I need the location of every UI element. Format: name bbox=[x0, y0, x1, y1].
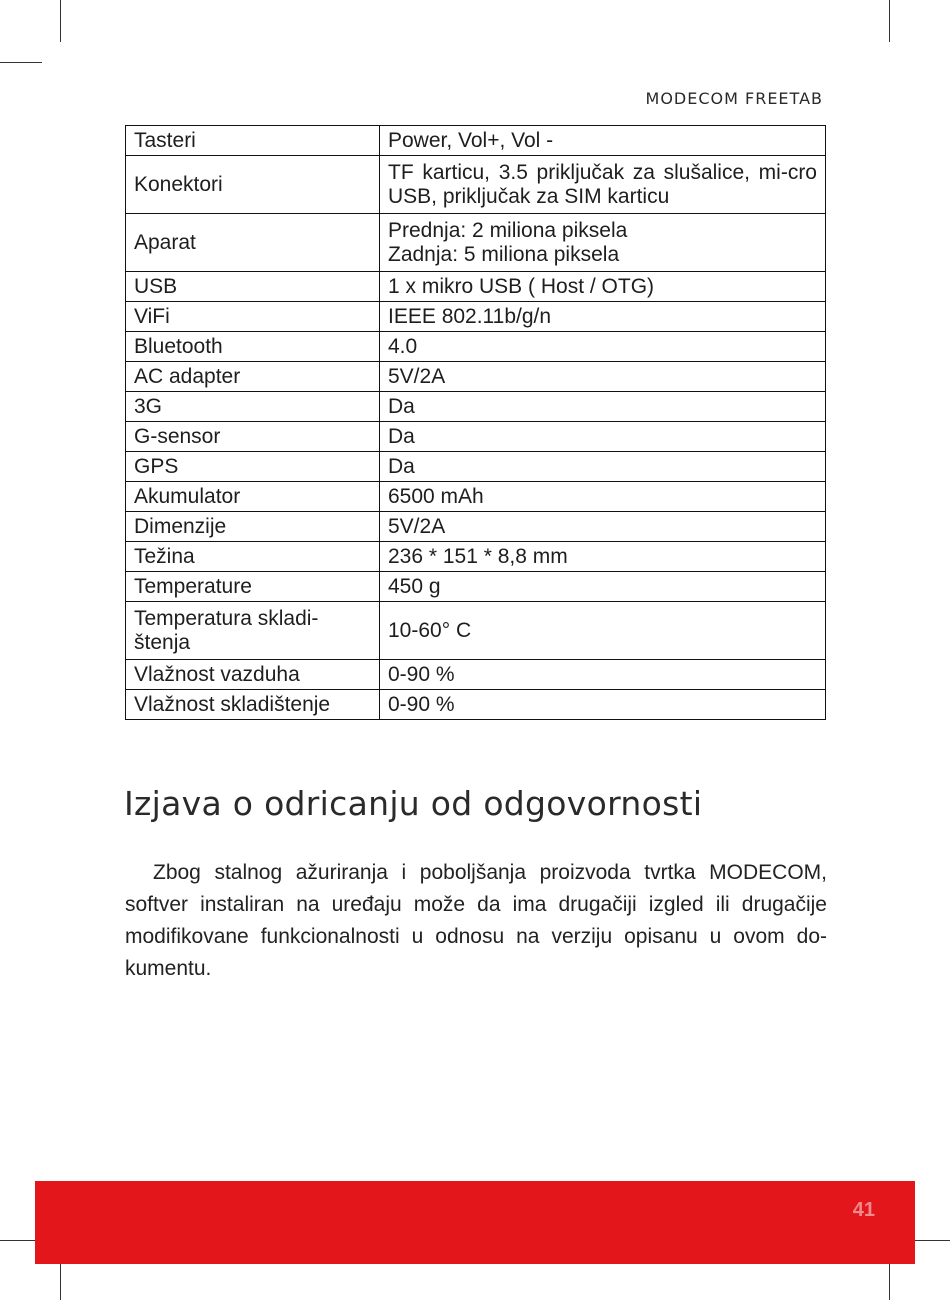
spec-table bbox=[125, 125, 826, 720]
spec-value: 5V/2A bbox=[380, 362, 826, 392]
spec-label: 3G bbox=[126, 392, 380, 422]
table-row bbox=[126, 126, 826, 156]
table-row bbox=[126, 362, 826, 392]
table-row bbox=[126, 602, 826, 660]
spec-value: Da bbox=[380, 392, 826, 422]
spec-label: Dimenzije bbox=[126, 512, 380, 542]
spec-value: 0-90 % bbox=[380, 690, 826, 720]
spec-value: 6500 mAh bbox=[380, 482, 826, 512]
section-title: Izjava o odricanju od odgovornosti bbox=[124, 784, 703, 823]
spec-value: Power, Vol+, Vol - bbox=[380, 126, 826, 156]
footer-band bbox=[35, 1181, 915, 1264]
spec-value: IEEE 802.11b/g/n bbox=[380, 302, 826, 332]
disclaimer-paragraph: Zbog stalnog ažuriranja i poboljšanja proizvoda tvrtka MODECOM, softver instaliran na uređaju može da ima drugačiji izgled ili drugačije modifikovane funkcionalnosti u odnosu na verziju opisanu u ovom do-kumentu. bbox=[125, 861, 827, 980]
spec-label: USB bbox=[126, 272, 380, 302]
crop-mark bbox=[0, 62, 42, 63]
spec-label: Vlažnost skladištenje bbox=[126, 690, 380, 720]
spec-value: Da bbox=[380, 422, 826, 452]
spec-value: 1 x mikro USB ( Host / OTG) bbox=[380, 272, 826, 302]
spec-label: Tasteri bbox=[126, 126, 380, 156]
spec-label: Težina bbox=[126, 542, 380, 572]
spec-label: Temperatura skladi-štenja bbox=[126, 602, 380, 660]
spec-label: G-sensor bbox=[126, 422, 380, 452]
table-row bbox=[126, 512, 826, 542]
header-brand: MODECOM FREETAB bbox=[645, 89, 823, 108]
table-row bbox=[126, 156, 826, 214]
table-row bbox=[126, 690, 826, 720]
spec-label: Bluetooth bbox=[126, 332, 380, 362]
spec-value: 5V/2A bbox=[380, 512, 826, 542]
table-row bbox=[126, 422, 826, 452]
table-row bbox=[126, 214, 826, 272]
spec-label: Aparat bbox=[126, 214, 380, 272]
crop-mark bbox=[889, 0, 890, 42]
spec-label: Temperature bbox=[126, 572, 380, 602]
table-row bbox=[126, 302, 826, 332]
spec-value: TF karticu, 3.5 priključak za slušalice, mi-cro USB, priključak za SIM karticu bbox=[380, 156, 826, 214]
spec-label: Vlažnost vazduha bbox=[126, 660, 380, 690]
table-row bbox=[126, 392, 826, 422]
spec-value: 0-90 % bbox=[380, 660, 826, 690]
spec-label: GPS bbox=[126, 452, 380, 482]
crop-mark bbox=[60, 0, 61, 42]
table-row bbox=[126, 660, 826, 690]
page-number: 41 bbox=[852, 1199, 875, 1221]
table-row bbox=[126, 452, 826, 482]
spec-value: 236 * 151 * 8,8 mm bbox=[380, 542, 826, 572]
table-row bbox=[126, 542, 826, 572]
spec-value: 450 g bbox=[380, 572, 826, 602]
crop-mark bbox=[889, 1258, 890, 1300]
spec-value-line: Zadnja: 5 miliona piksela bbox=[388, 243, 620, 266]
spec-value: 4.0 bbox=[380, 332, 826, 362]
table-row bbox=[126, 482, 826, 512]
spec-label: AC adapter bbox=[126, 362, 380, 392]
spec-value: 10-60° C bbox=[380, 602, 826, 660]
table-row bbox=[126, 332, 826, 362]
table-row bbox=[126, 572, 826, 602]
spec-label: Konektori bbox=[126, 156, 380, 214]
spec-label: ViFi bbox=[126, 302, 380, 332]
table-row bbox=[126, 272, 826, 302]
spec-label: Akumulator bbox=[126, 482, 380, 512]
crop-mark bbox=[60, 1258, 61, 1300]
spec-value: Da bbox=[380, 452, 826, 482]
spec-value bbox=[380, 214, 826, 272]
spec-value-line: Prednja: 2 miliona piksela bbox=[388, 219, 628, 242]
